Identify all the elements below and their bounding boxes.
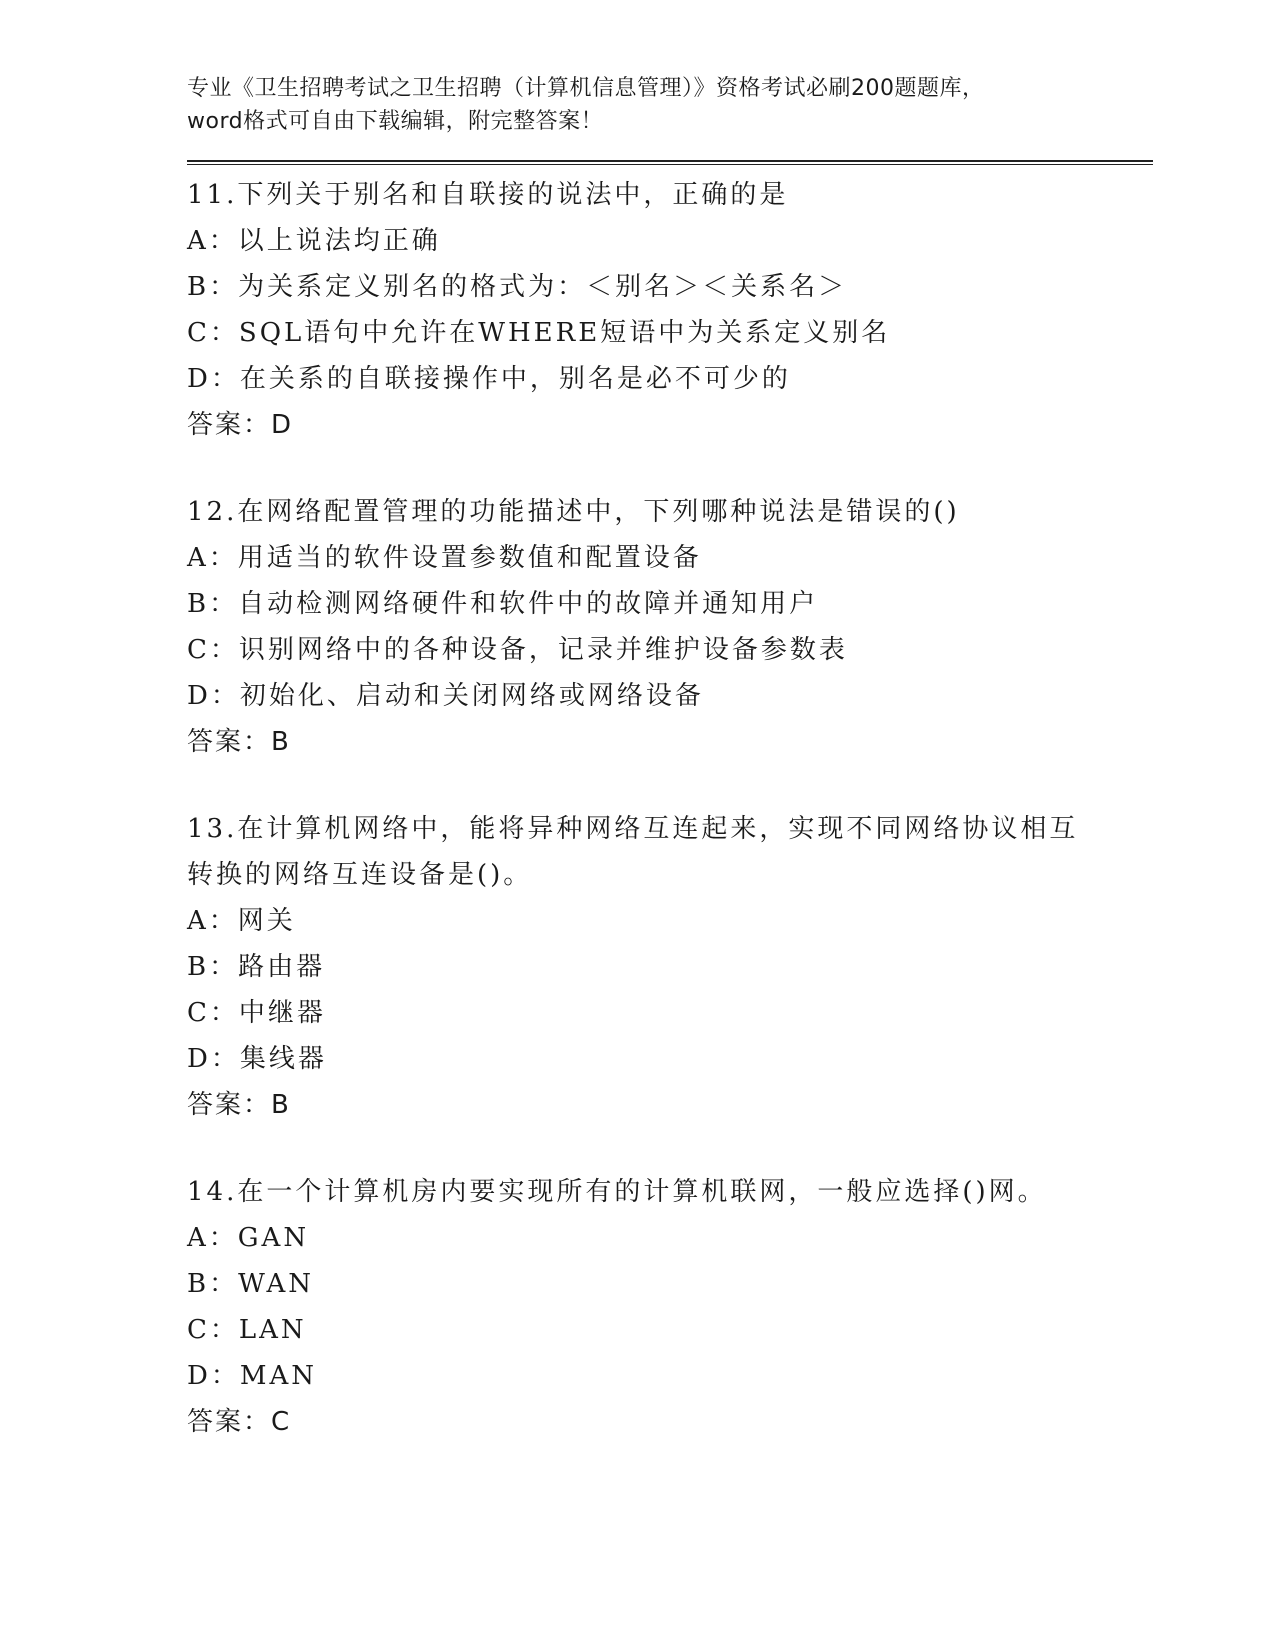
option-a: A：GAN: [187, 1223, 310, 1253]
option-d: D：初始化、启动和关闭网络或网络设备: [187, 681, 704, 711]
option-b: B：路由器: [187, 952, 326, 982]
question-list: [187, 172, 1153, 1445]
option-b: B：为关系定义别名的格式为：＜别名＞＜关系名＞: [187, 272, 848, 302]
option-b: B：WAN: [187, 1269, 315, 1299]
document-page: [187, 72, 1153, 1486]
option-a: A：用适当的软件设置参数值和配置设备: [187, 543, 702, 573]
option-a: A：以上说法均正确: [187, 226, 441, 256]
answer-line: 答案：B: [187, 727, 291, 757]
question-stem: 12.在网络配置管理的功能描述中，下列哪种说法是错误的(): [187, 497, 960, 527]
option-c: C：识别网络中的各种设备，记录并维护设备参数表: [187, 635, 848, 665]
option-d: D：集线器: [187, 1044, 327, 1074]
answer-line: 答案：C: [187, 1407, 292, 1437]
question-11: [187, 172, 1153, 448]
answer-line: 答案：D: [187, 410, 294, 440]
question-14: [187, 1169, 1153, 1445]
header-line-2: word格式可自由下载编辑，附完整答案！: [187, 109, 604, 134]
question-stem-continued: 转换的网络互连设备是()。: [187, 860, 533, 890]
question-12: [187, 489, 1153, 765]
answer-line: 答案：B: [187, 1090, 291, 1120]
option-c: C：SQL语句中允许在WHERE短语中为关系定义别名: [187, 318, 891, 348]
header-divider: [187, 160, 1153, 165]
question-stem: 11.下列关于别名和自联接的说法中，正确的是: [187, 180, 789, 210]
question-stem: 13.在计算机网络中，能将异种网络互连起来，实现不同网络协议相互: [187, 814, 1079, 844]
option-d: D：在关系的自联接操作中，别名是必不可少的: [187, 364, 791, 394]
header-line-1: 专业《卫生招聘考试之卫生招聘（计算机信息管理）》资格考试必刷200题题库，: [187, 76, 985, 101]
option-a: A：网关: [187, 906, 296, 936]
question-13: [187, 806, 1153, 1128]
option-d: D：MAN: [187, 1361, 317, 1391]
option-c: C：中继器: [187, 998, 326, 1028]
question-stem: 14.在一个计算机房内要实现所有的计算机联网，一般应选择()网。: [187, 1177, 1047, 1207]
option-b: B：自动检测网络硬件和软件中的故障并通知用户: [187, 589, 819, 619]
option-c: C：LAN: [187, 1315, 307, 1345]
